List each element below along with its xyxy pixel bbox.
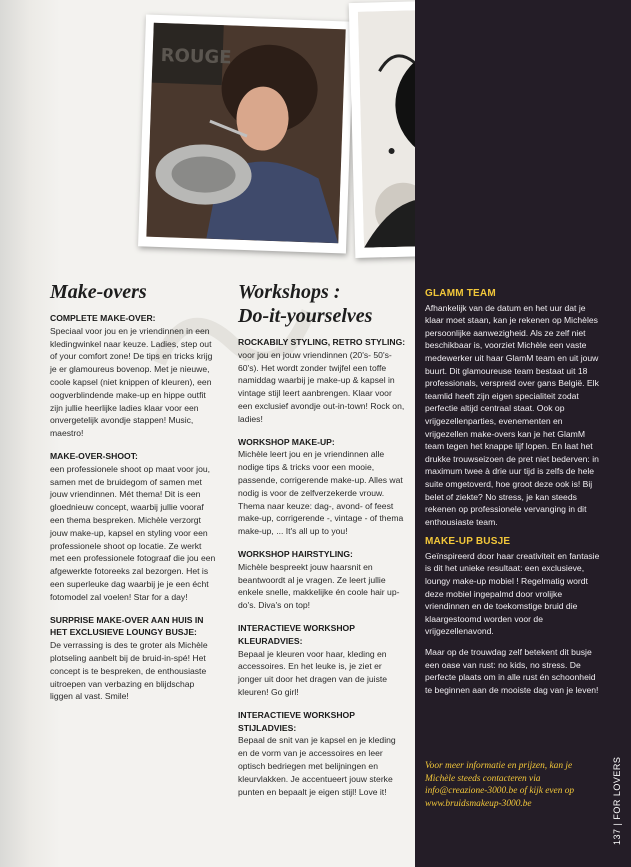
section-heading: INTERACTIEVE WORKSHOP KLEURADVIES: — [238, 622, 355, 646]
makeup-busje-heading: MAKE-UP BUSJE — [425, 536, 511, 548]
section-body: Bepaal je kleuren voor haar, kleding en accessoires. En het leuke is, je ziet er jonger uit door het dragen van de juiste kleuren! Go girl! — [238, 648, 388, 697]
section-heading: WORKSHOP HAIRSTYLING: — [238, 548, 353, 559]
page-number-text: 137 | FOR LOVERS — [612, 756, 622, 845]
makeup-girl-photo-image — [146, 23, 345, 244]
glamm-team-heading: GLAMM TEAM — [425, 288, 496, 299]
workshop-section-hairstyling — [238, 548, 406, 612]
section-heading: ROCKABILY STYLING, RETRO STYLING: — [238, 337, 406, 347]
workshops-title — [238, 280, 406, 328]
contact-info-note: Voor meer informatie en prijzen, kan je Michèle steeds contacteren via info@creazione-3000.be of kijk even op www.bruidsmakeup-3000.be — [425, 761, 575, 809]
makeup-girl-photo — [138, 14, 354, 253]
workshops-title-line2: Do-it-yourselves — [238, 305, 373, 327]
makeover-section-complete — [50, 312, 218, 440]
workshop-section-stijladvies — [238, 709, 406, 799]
workshop-section-makeup — [238, 436, 406, 538]
section-heading: WORKSHOP MAKE-UP: — [238, 436, 335, 447]
workshop-section-rockabily — [238, 336, 406, 426]
section-heading: SURPRISE MAKE-OVER AAN HUIS IN HET EXCLUSIEVE LOUNGY BUSJE: — [50, 614, 204, 638]
section-heading: MAKE-OVER-SHOOT: — [50, 450, 138, 461]
section-heading: INTERACTIEVE WORKSHOP STIJLADVIES: — [238, 709, 355, 733]
makeup-busje-paragraph-1: Geïnspireerd door haar creativiteit en fantasie is dit het unieke resultaat: een exclusieve, loungy make-up mobiel ! Regelmatig wordt deze mobiel ingepalmd door vrolijke vriendinnen en de toekomstige bruid die klaargestoomd worden voor de vrijgezellenavond. — [425, 550, 600, 637]
section-body: De verrassing is des te groter als Michèle plotseling aanbelt bij de bruid-in-spé! Het concept is te bespreken, de enthousiaste uitroepen van verbazing en blijdschap liggen al vast. Smile! — [50, 640, 208, 702]
section-heading: COMPLETE MAKE-OVER: — [50, 313, 156, 323]
section-body: voor jou en jouw vriendinnen (20's- 50's-60's). Het wordt zonder twijfel een toffe namiddag waarbij je make-up & kapsel in vintage stijl leert aanbrengen. Klaar voor een exclusief avondje out-in-town! Rock on, ladies! — [238, 349, 405, 424]
section-body: een professionele shoot op maat voor jou, samen met de bruidegom of samen met jouw vriendinnen. Mét thema! Dit is een gloednieuw concept, waarbij jullie vooraf een thema bespreken. Michèle verzorgt jouw make-up, kapsel en styling voor een professionele shoot op locatie. Ze werkt met een professionele fotograaf die jou een afgewerkte fotoreeks zal bezorgen. Het is een superleuke dag waarbij je je een écht fotomodel zal voelen! Star for a day! — [50, 463, 216, 602]
makeovers-column — [50, 280, 218, 713]
makeup-busje-paragraph-2: Maar op de trouwdag zelf betekent dit busje een oase van rust: no kids, no stress. De perfecte plaats om in alle rust én schoonheid te beginnen aan de mooiste dag van je leven! — [425, 647, 599, 695]
section-body: Michèle leert jou en je vriendinnen alle nodige tips & tricks voor een mooie, passende, corrigerende make-up. Alles wat nodig is voor de zelfverzekerde vrouw. Thema naar keuze: dag-, avond- of feest make-up, corrigerende -, vintage - of thema make-up, ... It's all up to you! — [238, 449, 404, 537]
makeup-girl-illustration — [146, 23, 345, 244]
section-body: Michèle bespreekt jouw haarsnit en beantwoordt al je vragen. Ze leert jullie enkele snelle, makkelijke én coole hair up-do's. Diva's on top! — [238, 561, 400, 611]
makeovers-title: Make-overs — [50, 281, 147, 303]
svg-text:ROUGE: ROUGE — [160, 44, 232, 69]
workshops-column — [238, 280, 406, 808]
makeover-section-shoot — [50, 450, 218, 604]
makeover-section-surprise — [50, 614, 218, 704]
page-number-label — [612, 745, 628, 845]
workshop-section-kleuradvies — [238, 622, 406, 699]
glamm-team-paragraph: Afhankelijk van de datum en het uur dat je klaar moet staan, kan je rekenen op Michèles persoonlijke aanwezigheid. Als ze zelf niet beschikbaar is, voorziet Michèle een vaste medewerker uit haar GlamM team en uit jouw buurt. Dit glamoureuse team bestaat uit 18 professionals, verspreid over gans België. Elk teamlid heeft zijn eigen specialiteit zodat perfectie altijd centraal staat. Ook op vrijgezellenparties, evenementen en vrijgezellen make-overs kan je het GlamM team tegen het knappe lijf lopen. En laat het drukke trouwseizoen de pret niet bederven: in maximum twee à drie uur tijd is zelfs de hele suite omgetoverd, hoe groot deze ook is! Bij belet of ziekte? No stress, je kan steeds rekenen op professionele vervanging in dit enthousiaste team. — [425, 302, 599, 527]
section-body: Speciaal voor jou en je vriendinnen in een kledingwinkel naar keuze. Ladies, step out of your comfort zone! De tips en tricks krijg je er glamoureus bovenop. Met je nieuwe, coole kapsel (niet knippen of kleuren), een oogverblindende make-up en hippe outfit zijn jullie heerlijke ladies klaar voor een onvergetelijk avondje stappen! Music, maestro! — [50, 325, 213, 439]
section-body: Bepaal de snit van je kapsel en je kleding en de vorm van je accessoires en leer optisch bedriegen met belijningen en kleurvlakken. Je accentueert jouw sterke punten en bepaalt je eigen stijl! Love it! — [238, 735, 396, 797]
workshops-title-line1: Workshops : — [238, 281, 341, 303]
glamm-panel-text — [425, 288, 603, 704]
